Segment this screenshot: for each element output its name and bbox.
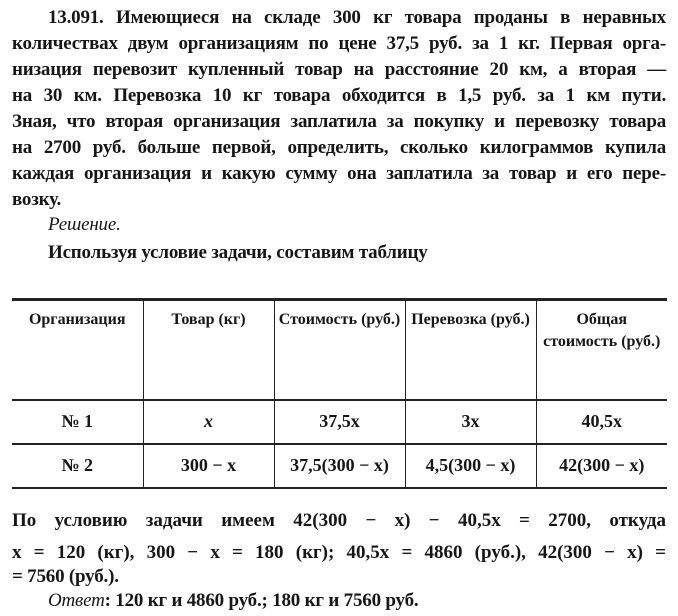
column-header: Общая стоимость (руб.) [536,300,667,400]
table-cell: № 1 [61,411,94,431]
problem-line: на 30 км. Перевозка 10 кг товара обходится в 1,5 руб. за 1 км пути. [12,85,666,106]
problem-line: каждая организация и какую сумму она заплатила за товар и его пере- [12,163,666,184]
table-cell: 37,5x [274,400,405,444]
solution-label: Решение. [48,214,121,235]
answer-text: : 120 кг и 4860 руб.; 180 кг и 7560 руб. [104,590,419,611]
problem-line: Зная, что вторая организация заплатила за покупку и перевозку товара [12,111,666,132]
table-cell: 300 − x [143,444,274,488]
table-cell: 37,5(300 − x) [274,444,405,488]
table-cell: № 2 [61,455,94,475]
table-intro: Используя условие задачи, составим таблицу [48,242,428,263]
table-cell: 4,5(300 − x) [405,444,536,488]
problem-line: количествах двум организациям по цене 37,5 руб. за 1 кг. Первая орга- [12,33,666,54]
conclusion-line: По условию задачи имеем 42(300 − x) − 40,5x = 2700, откуда [12,510,666,531]
problem-line: низация перевозит купленный товар на расстояние 20 км, а вторая — [12,59,666,80]
table-cell: 40,5x [536,400,667,444]
table-row [12,400,667,444]
problem-line: возку. [12,189,62,210]
answer-label: Ответ [48,590,105,611]
conclusion-line: = 7560 (руб.). [12,566,119,587]
table-cell: 42(300 − x) [536,444,667,488]
column-header: Стоимость (руб.) [274,300,405,400]
table-cell: x [143,400,274,444]
problem-line: на 2700 руб. больше первой, определить, сколько килограммов купила [12,137,666,158]
problem-line: 13.091. Имеющиеся на складе 300 кг товара проданы в неравных [48,7,666,28]
column-header: Организация [28,311,126,328]
table-cell: 3x [405,400,536,444]
data-table [12,298,667,489]
table-row [12,444,667,488]
column-header: Перевозка (руб.) [405,300,536,400]
table-header-row [12,300,667,400]
column-header: Товар (кг) [143,300,274,400]
problem-number: 13.091. [48,7,104,28]
answer [48,590,666,612]
conclusion-line: x = 120 (кг), 300 − x = 180 (кг); 40,5x = 4860 (руб.), 42(300 − x) = [12,542,666,563]
